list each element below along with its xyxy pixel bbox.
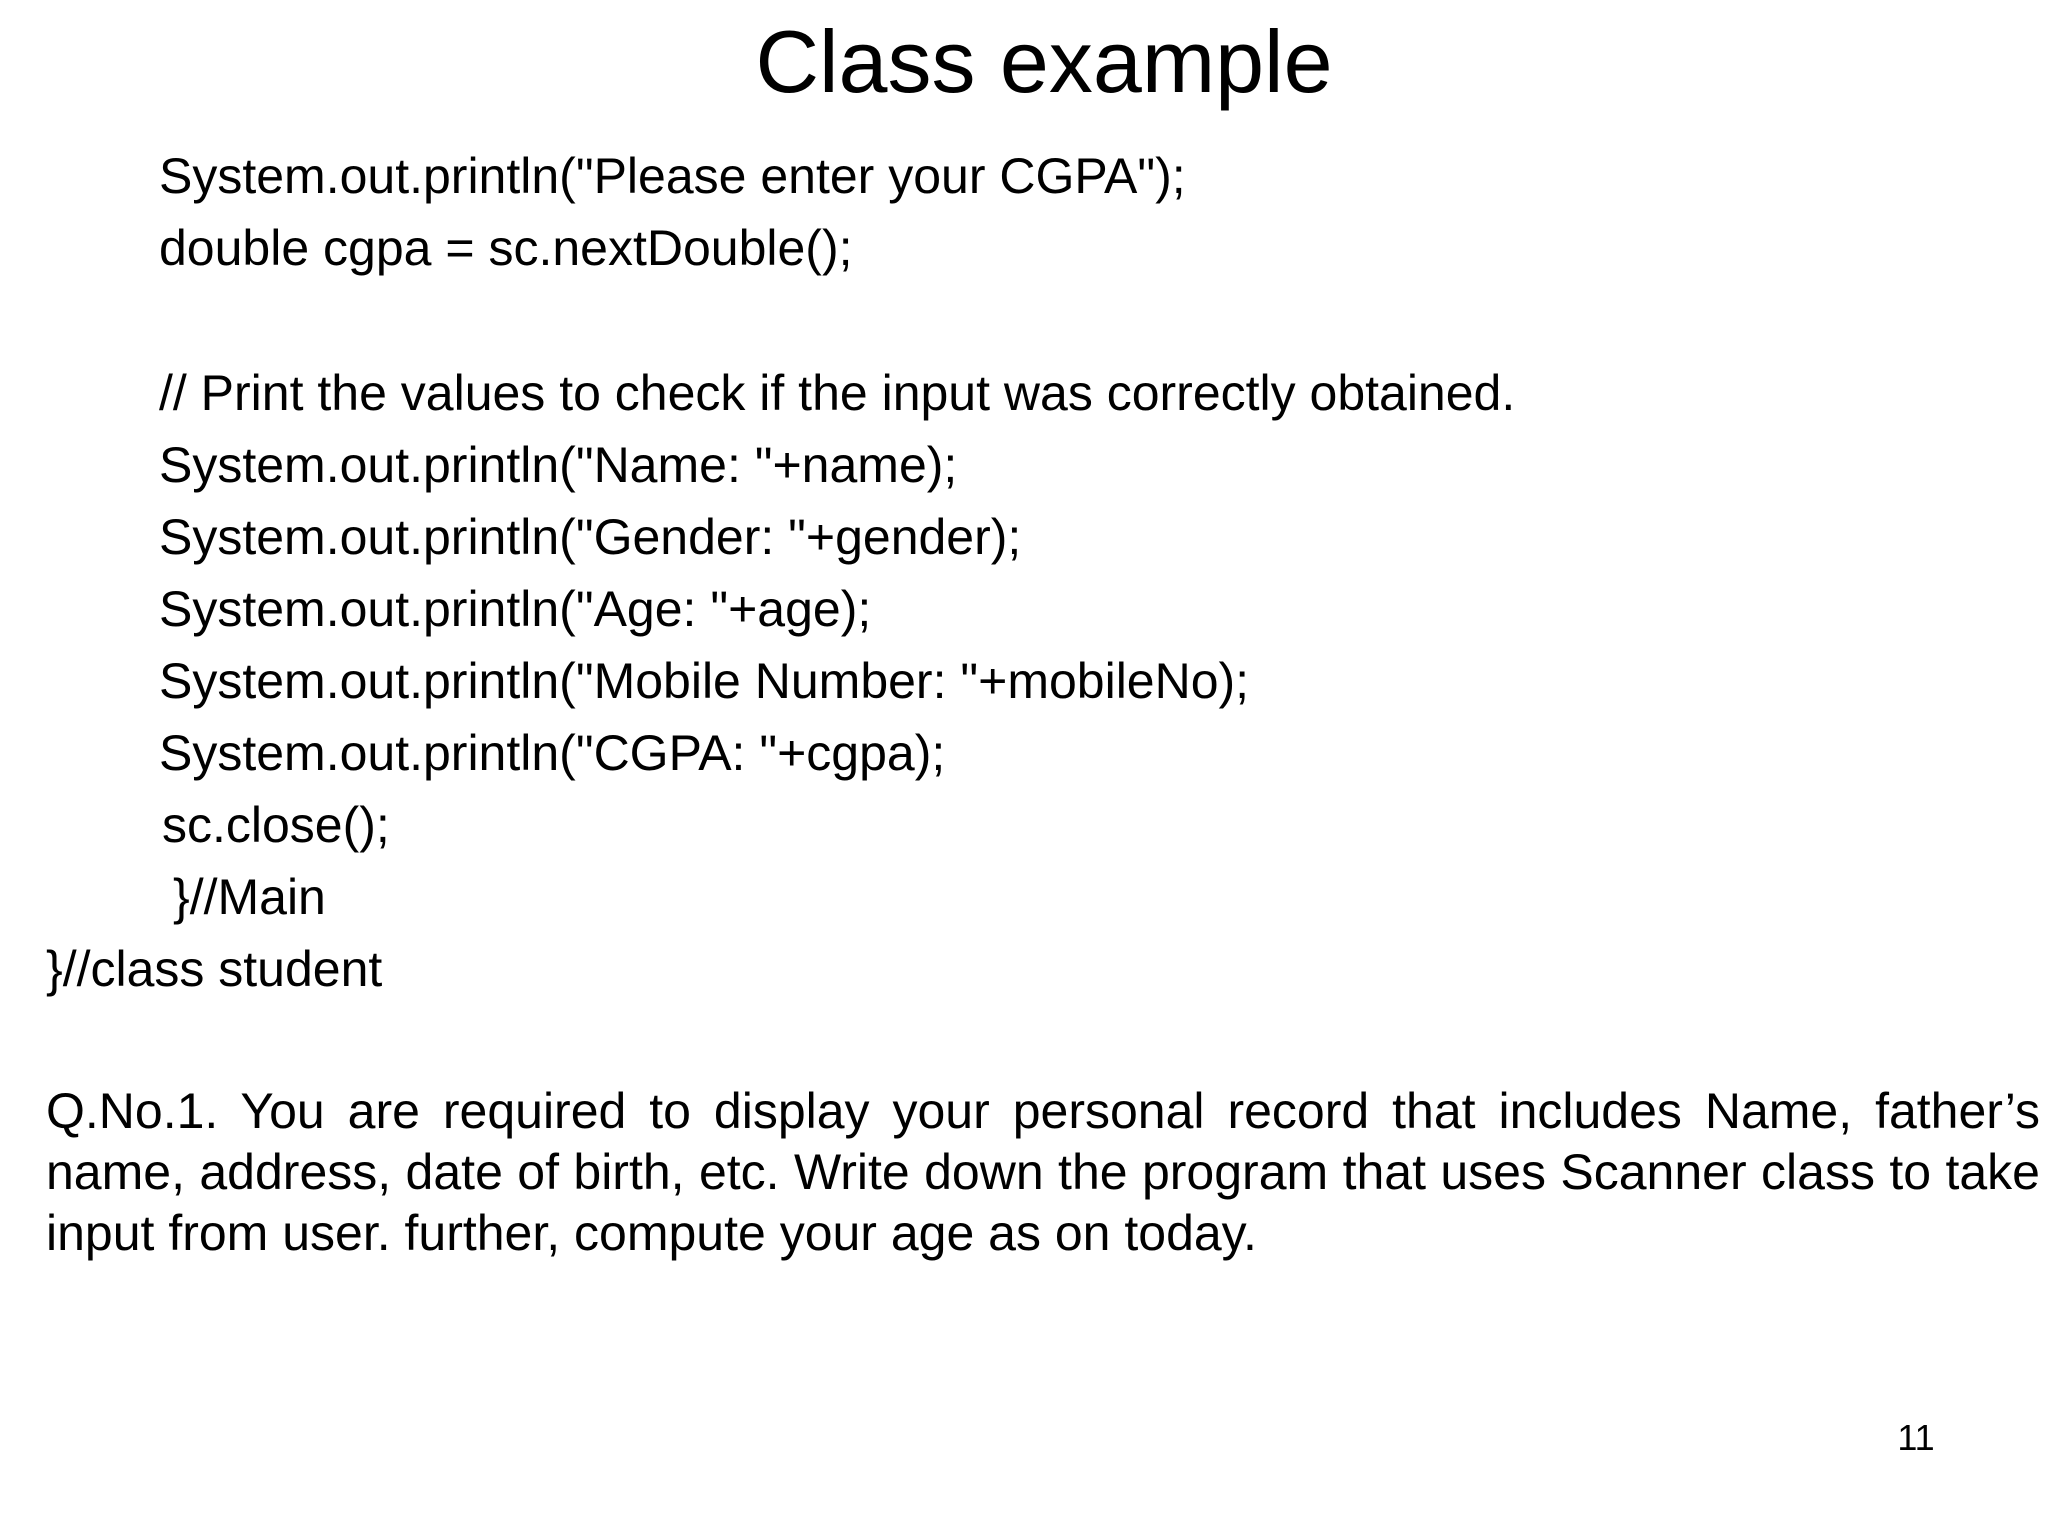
code-comment-line: // Print the values to check if the input was correctly obtained. [159, 365, 1516, 421]
question-text: Q.No.1. You are required to display your personal record that includes Name, father’s name, address, date of birth, etc. Write down the program that uses Scanner class to take input from user. further, compute your age as on today. [46, 1083, 2040, 1261]
code-line-1: System.out.println("Please enter your CGPA"); [159, 148, 1186, 204]
code-line-2: double cgpa = sc.nextDouble(); [159, 220, 853, 276]
code-line-5: System.out.println("Age: "+age); [159, 581, 872, 637]
code-line-3: System.out.println("Name: "+name); [159, 437, 958, 493]
code-line-10: }//class student [46, 941, 383, 997]
code-line-6: System.out.println("Mobile Number: "+mobileNo); [159, 653, 1250, 709]
slide-title: Class example [755, 12, 1333, 111]
code-line-8: sc.close(); [162, 797, 390, 853]
page-number: 11 [1897, 1417, 1935, 1458]
code-line-4: System.out.println("Gender: "+gender); [159, 509, 1022, 565]
code-line-7: System.out.println("CGPA: "+cgpa); [159, 725, 946, 781]
code-line-9: }//Main [173, 869, 326, 925]
